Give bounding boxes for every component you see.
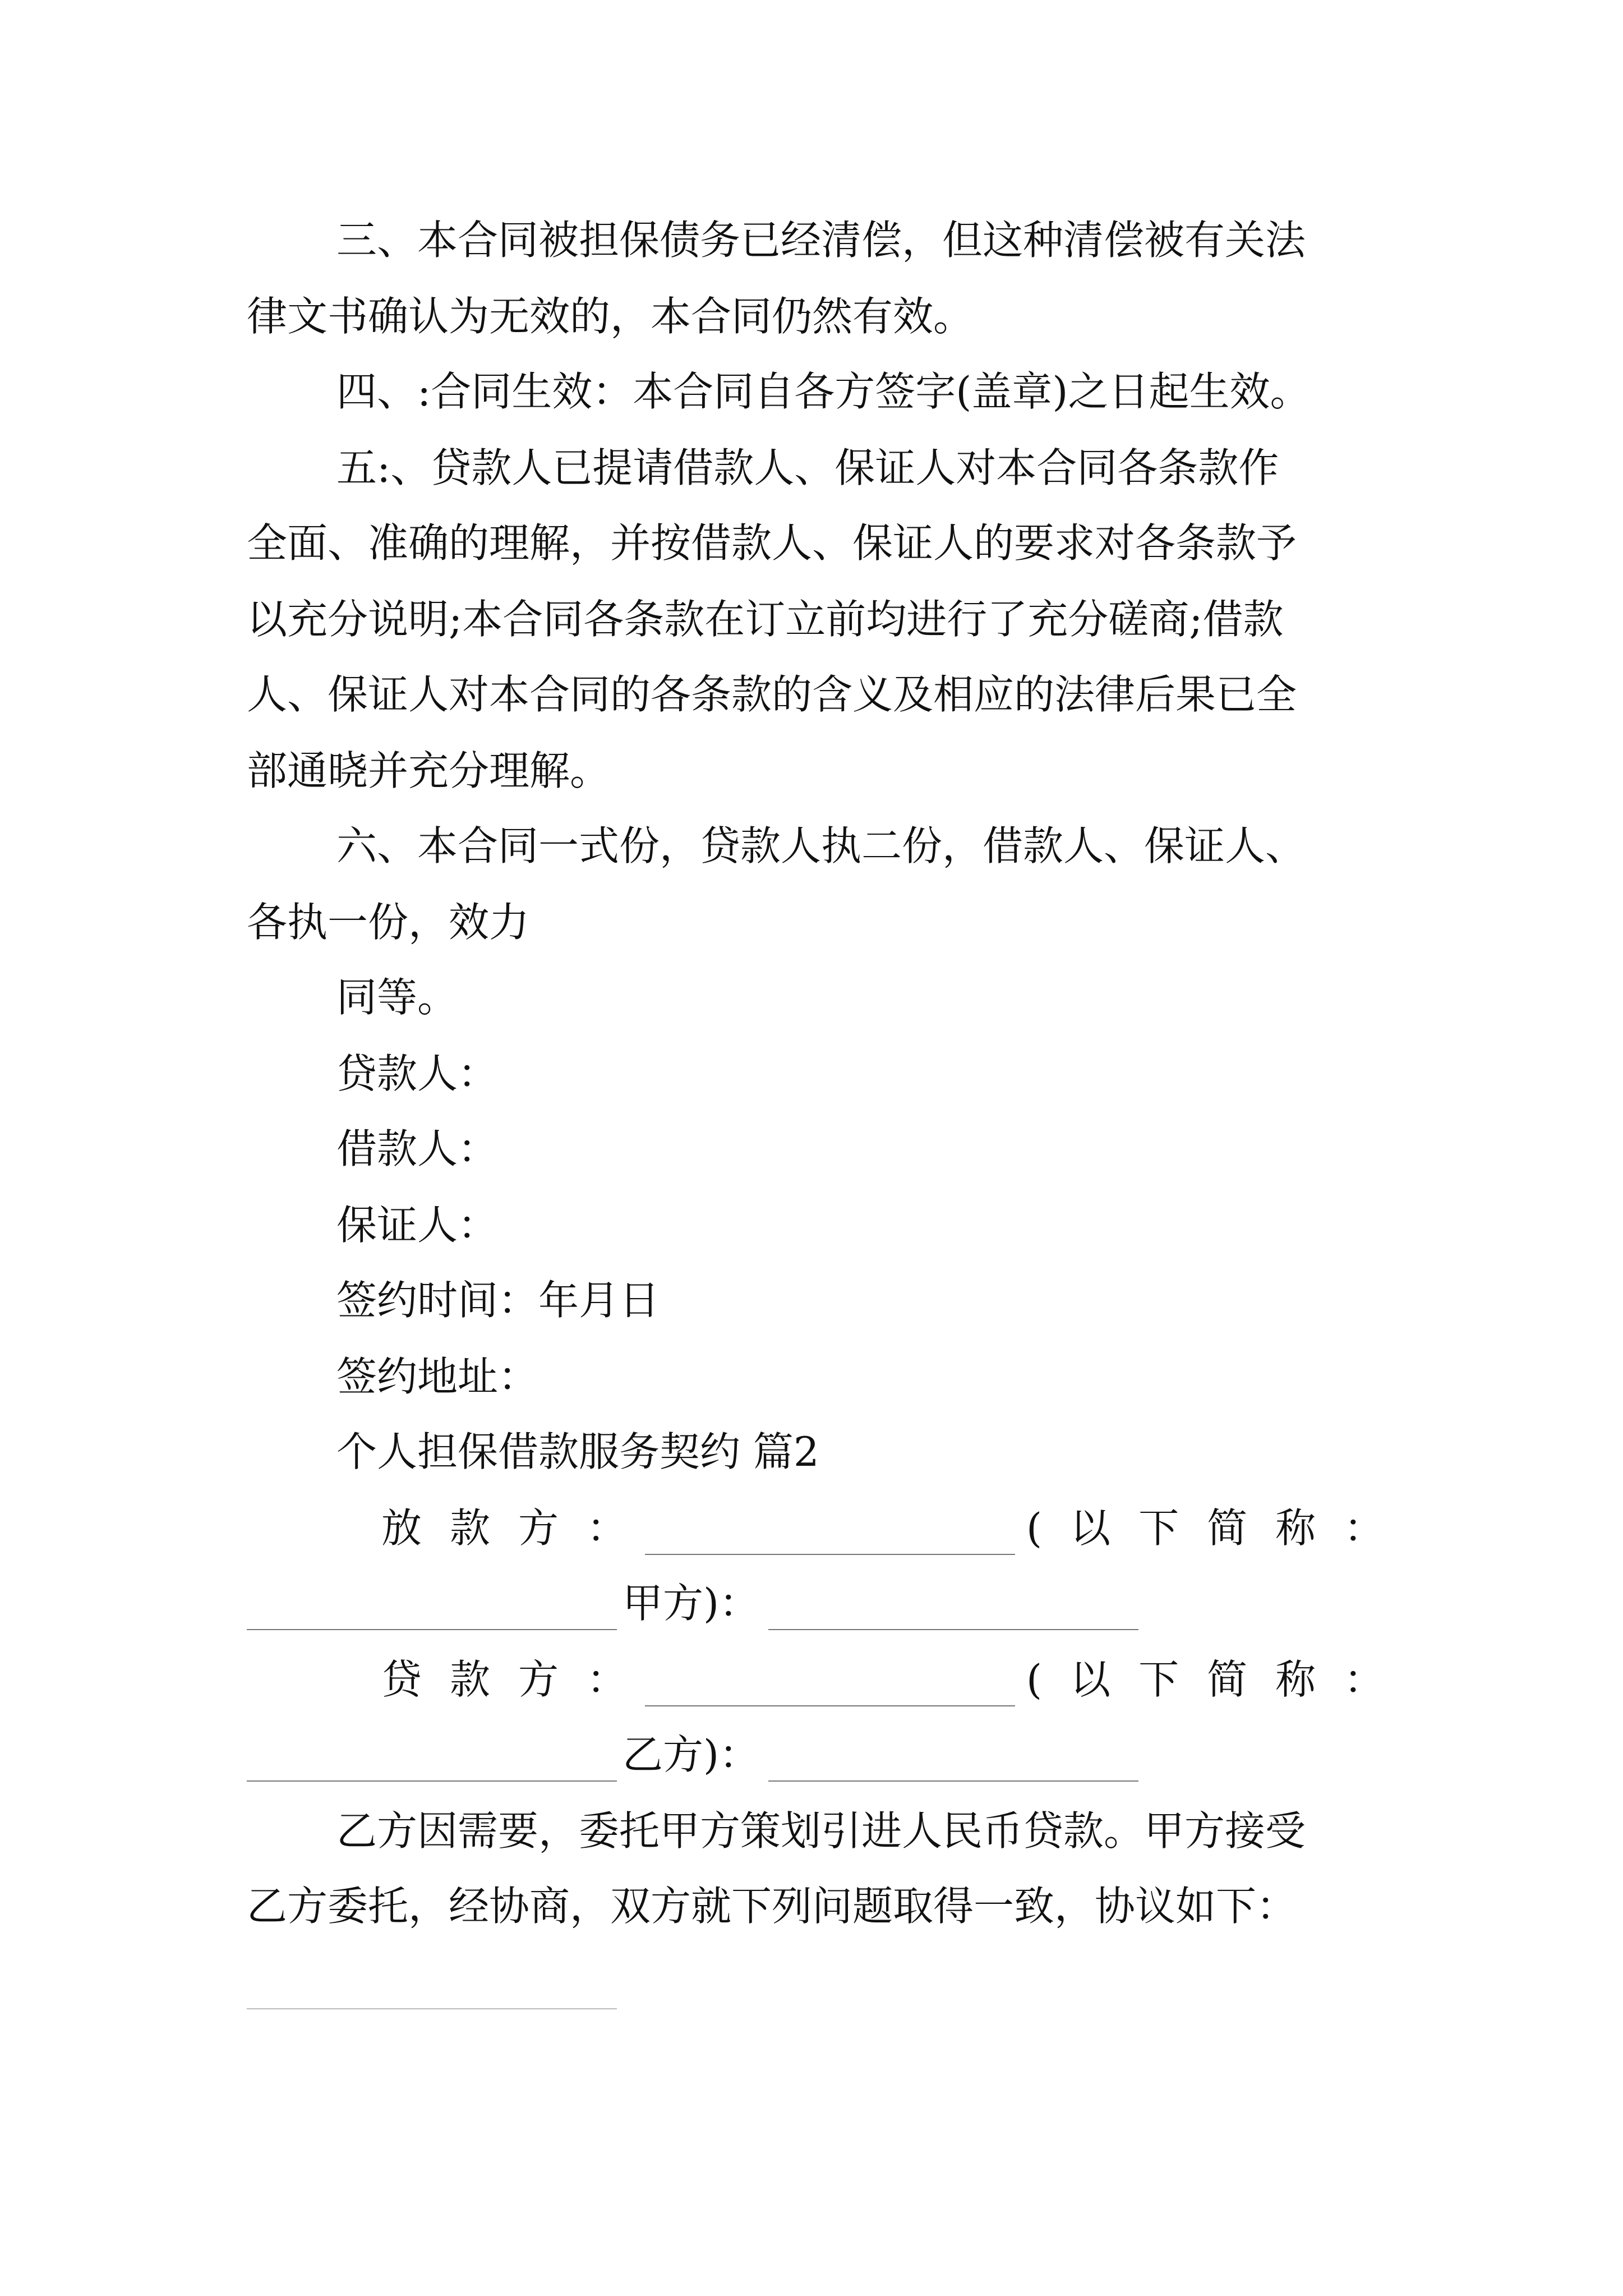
lender-signature: 贷款人：: [336, 1050, 499, 1097]
clause-6-line-3: 同等。: [336, 974, 458, 1021]
party-a-label: 甲方)：: [623, 1580, 760, 1627]
signing-address: 签约地址：: [336, 1353, 539, 1400]
lender-abbrev-label: (以下简称：: [1026, 1504, 1413, 1552]
lender-party-label: 放款方：: [381, 1504, 656, 1552]
borrower-signature: 借款人：: [336, 1125, 499, 1172]
party-b-label: 乙方)：: [623, 1731, 760, 1778]
guarantor-signature: 保证人：: [336, 1202, 499, 1249]
footnote-separator: [247, 2008, 617, 2009]
signing-date: 签约时间：年月日: [336, 1277, 660, 1324]
clause-6-line-2: 各执一份，效力: [247, 899, 530, 946]
party-b-blank: [768, 1780, 1138, 1782]
clause-6-line-1: 六、本合同一式份，贷款人执二份，借款人、保证人、: [336, 822, 1306, 869]
agreement-intro-line-2: 乙方委托，经协商，双方就下列问题取得一致，协议如下：: [247, 1883, 1297, 1930]
borrower-abbrev-blank: [247, 1780, 617, 1782]
lender-abbrev-blank: [247, 1629, 617, 1630]
borrower-party-label: 贷款方：: [381, 1656, 656, 1703]
borrower-party-blank: [645, 1705, 1015, 1706]
clause-5-line-3: 以充分说明;本合同各条款在订立前均进行了充分磋商;借款: [247, 596, 1284, 643]
clause-5-line-1: 五:、贷款人已提请借款人、保证人对本合同各条款作: [336, 444, 1279, 491]
clause-5-line-5: 部通晓并充分理解。: [247, 747, 611, 794]
clause-3-line-2: 律文书确认为无效的，本合同仍然有效。: [247, 293, 974, 340]
clause-5-line-4: 人、保证人对本合同的各条款的含义及相应的法律后果已全: [247, 671, 1297, 718]
clause-3-line-1: 三、本合同被担保债务已经清偿，但这种清偿被有关法: [336, 217, 1306, 264]
clause-4: 四、:合同生效：本合同自各方签字(盖章)之日起生效。: [336, 368, 1311, 415]
borrower-abbrev-label: (以下简称：: [1026, 1656, 1413, 1703]
agreement-intro-line-1: 乙方因需要，委托甲方策划引进人民币贷款。甲方接受: [336, 1807, 1306, 1855]
party-a-blank: [768, 1629, 1138, 1630]
section-title: 个人担保借款服务契约 篇2: [336, 1428, 819, 1475]
clause-5-line-2: 全面、准确的理解，并按借款人、保证人的要求对各条款予: [247, 519, 1297, 567]
lender-party-blank: [645, 1554, 1015, 1555]
